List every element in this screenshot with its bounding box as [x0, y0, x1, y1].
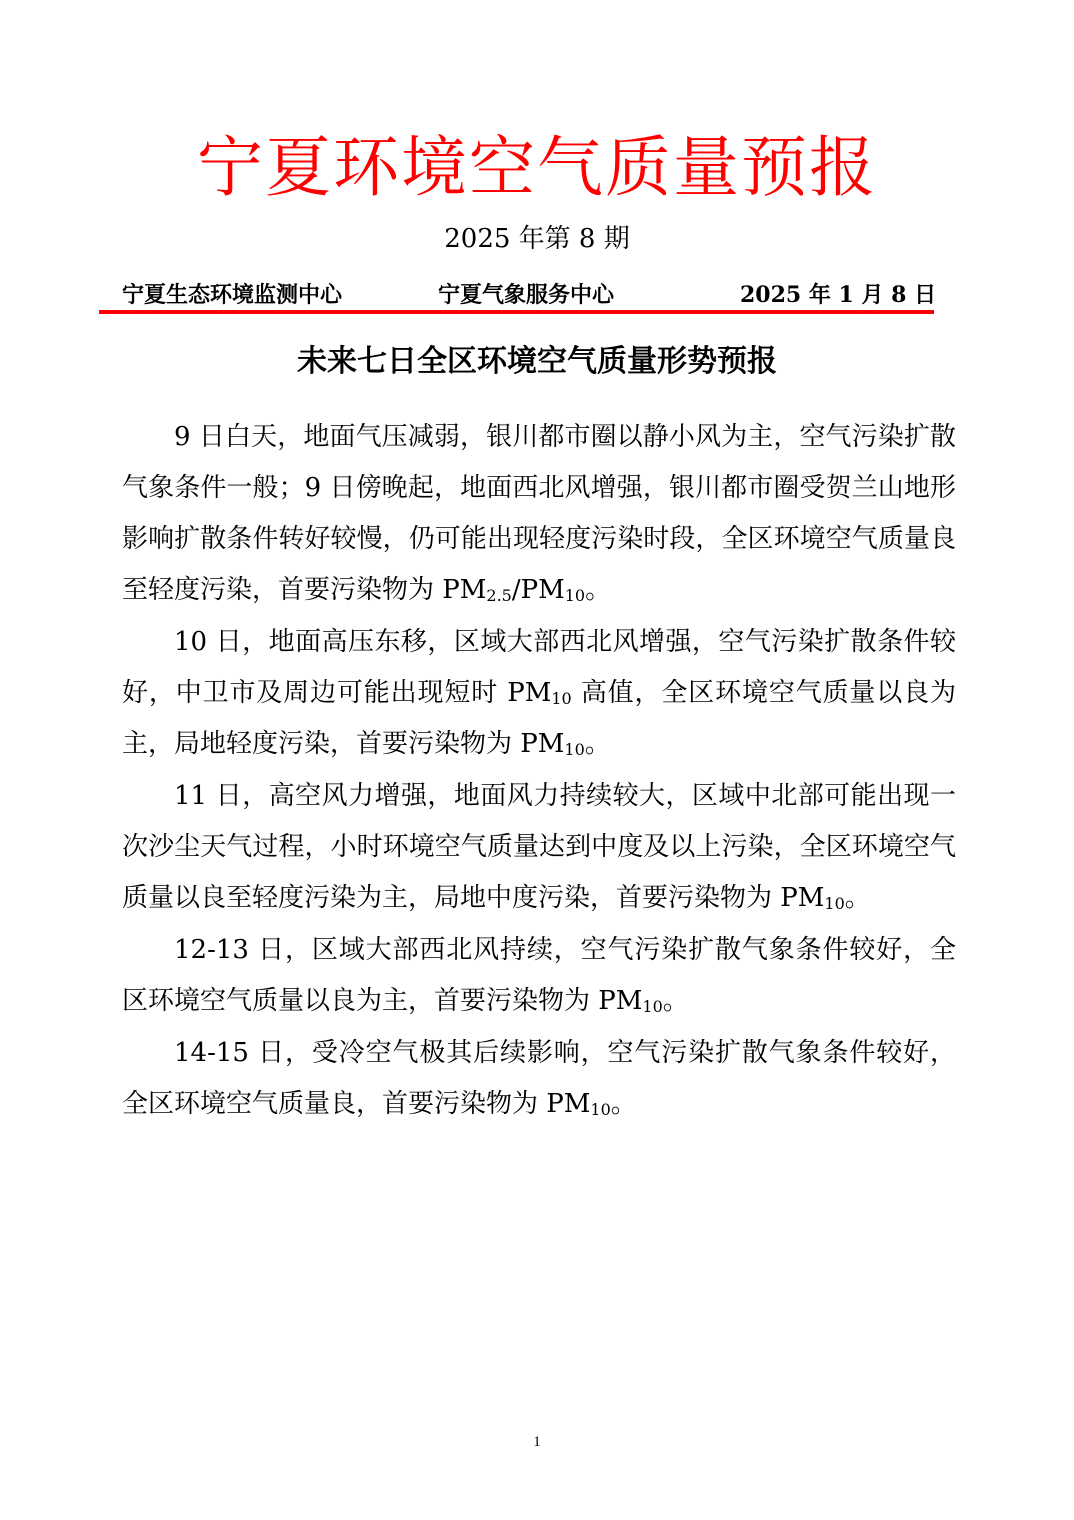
pollutant-subscript: 10 — [642, 997, 663, 1016]
paragraph-text: 9 日白天，地面气压减弱，银川都市圈以静小风为主，空气污染扩散气象条件一般；9 日傍晚起，地面西北风增强，银川都市圈受贺兰山地形影响扩散条件转好较慢，仍可能出现轻度污染时段，全区环境空气质量良至轻度污染，首要污染物为 — [122, 422, 956, 605]
paragraph-text: 高值，全区环境空气质量以良为主，局地轻度污染，首要污染物为 — [122, 678, 957, 759]
forecast-paragraph-day-9 — [122, 412, 956, 616]
issuer-line — [0, 278, 1074, 312]
pollutant-subscript: 10 — [564, 740, 585, 759]
forecast-paragraph-day-14-15 — [122, 1028, 956, 1130]
pollutant-pm: PM — [442, 575, 487, 605]
pollutant-pm: PM — [546, 1089, 591, 1119]
pollutant-subscript: 10 — [824, 894, 845, 913]
paragraph-text: 14-15 日，受冷空气极其后续影响，空气污染扩散气象条件较好，全区环境空气质量良，首要污染物为 — [122, 1038, 956, 1119]
pollutant-pm: PM — [780, 883, 825, 913]
pollutant-pm: PM — [507, 678, 552, 708]
sentence-end: 。 — [662, 986, 689, 1016]
pollutant-pm: PM — [598, 986, 643, 1016]
forecast-body — [122, 412, 956, 1131]
issuer-meteorological-center: 宁夏气象服务中心 — [438, 282, 615, 308]
sentence-end: 。 — [584, 729, 611, 759]
paragraph-text: 11 日，高空风力增强，地面风力持续较大，区域中北部可能出现一次沙尘天气过程，小时环境空气质量达到中度及以上污染，全区环境空气质量以良至轻度污染为主，局地中度污染，首要污染物为 — [122, 781, 956, 913]
sentence-end: 。 — [844, 883, 871, 913]
forecast-paragraph-day-10 — [122, 617, 956, 770]
pollutant-pm: PM — [520, 729, 565, 759]
pollutant-subscript: 10 — [564, 586, 586, 605]
paragraph-text: 12-13 日，区域大部西北风持续，空气污染扩散气象条件较好，全区环境空气质量以良为主，首要污染物为 — [122, 935, 956, 1016]
sentence-end: 。 — [610, 1089, 637, 1119]
paragraph-text: 10 日，地面高压东移，区域大部西北风增强，空气污染扩散条件较好，中卫市及周边可能出现短时 — [122, 627, 956, 708]
pollutant-subscript: 10 — [590, 1100, 611, 1119]
pollutant-pm: PM — [520, 575, 565, 605]
issue-date: 2025 年 1 月 8 日 — [740, 282, 937, 308]
forecast-paragraph-day-11 — [122, 771, 956, 924]
pollutant-separator: / — [511, 575, 521, 605]
page-number: 1 — [533, 1434, 541, 1450]
bulletin-title: 宁夏环境空气质量预报 — [197, 129, 877, 206]
issue-number: 2025 年第 8 期 — [444, 224, 630, 254]
issuer-environment-center: 宁夏生态环境监测中心 — [122, 282, 343, 308]
red-divider — [99, 310, 934, 314]
sentence-end: 。 — [585, 575, 612, 605]
forecast-paragraph-day-12-13 — [122, 925, 956, 1027]
forecast-title: 未来七日全区环境空气质量形势预报 — [297, 344, 777, 379]
pollutant-subscript: 10 — [551, 689, 572, 708]
pollutant-subscript: 2.5 — [486, 586, 512, 605]
